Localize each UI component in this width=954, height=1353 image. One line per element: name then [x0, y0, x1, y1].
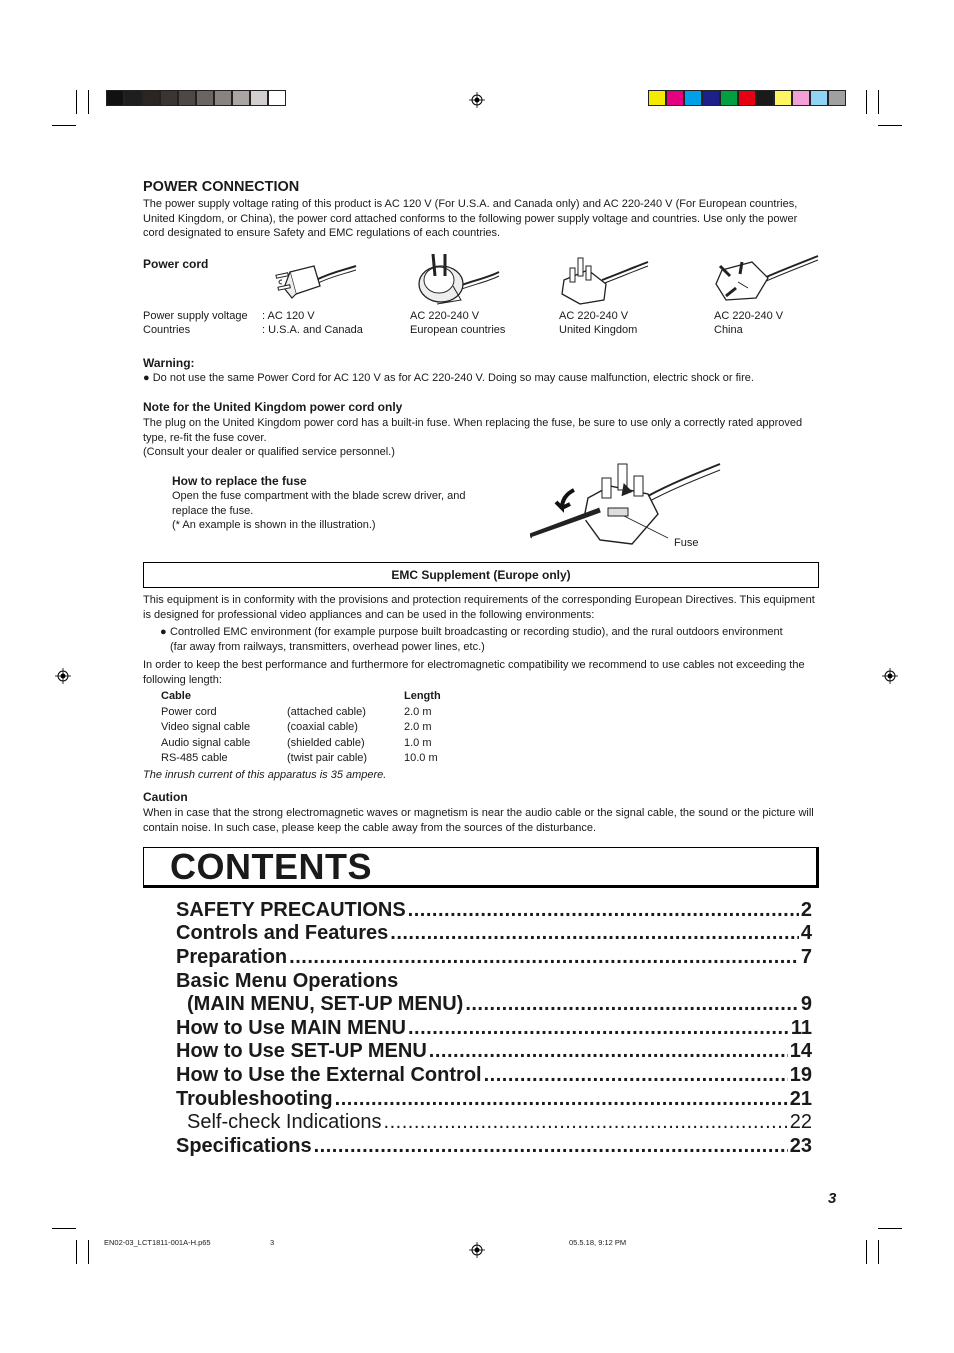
- cable-length: 2.0 m: [404, 705, 432, 718]
- toc-leader: [465, 992, 799, 1016]
- toc-leader: [335, 1087, 788, 1111]
- registration-mark-icon: [469, 92, 485, 108]
- warning-item: [143, 371, 823, 386]
- color-swatch: [792, 90, 810, 106]
- toc-page: 23: [789, 1135, 812, 1157]
- crop-mark: [52, 125, 76, 126]
- toc-item-external-control[interactable]: [176, 1063, 812, 1087]
- uk-note-heading: Note for the United Kingdom power cord only: [143, 400, 403, 414]
- warning-heading: Warning:: [143, 356, 195, 370]
- color-swatch: [702, 90, 720, 106]
- cable-type: (shielded cable): [287, 736, 365, 749]
- toc-item-main-setup-menu[interactable]: [187, 992, 812, 1016]
- crop-mark: [76, 1240, 77, 1264]
- table-row: [161, 721, 441, 737]
- table-row: [161, 752, 441, 768]
- toc-label: Controls and Features: [176, 922, 389, 944]
- toc-leader: [289, 945, 799, 969]
- emc-paragraph: In order to keep the best performance and furthermore for electromagnetic compatibility we recommend to use cables not exceeding the following length:: [143, 659, 805, 686]
- power-connection-intro: The power supply voltage rating of this product is AC 120 V (For U.S.A. and Canada only) and AC 220-240 V (For European countries, United Kingdom, or China), the power cord attached conforms to the following power supply voltage and countries. Use only the power cord designated to ensure Safety and EMC regulations of each countries.: [143, 198, 798, 239]
- cord-voltage: : AC 120 V: [262, 310, 315, 322]
- color-swatch: [648, 90, 666, 106]
- fuse-heading: How to replace the fuse: [172, 474, 307, 488]
- crop-mark: [76, 90, 77, 114]
- toc-label: Basic Menu Operations: [176, 970, 399, 992]
- toc-item-safety-precautions[interactable]: [176, 898, 812, 922]
- cable-length: 2.0 m: [404, 721, 432, 733]
- crop-mark: [878, 1240, 879, 1264]
- voltage-label: Power supply voltage: [143, 310, 248, 322]
- toc-leader: [314, 1134, 788, 1158]
- toc-leader: [390, 921, 799, 945]
- emc-paragraph: This equipment is in conformity with the provisions and protection requirements of the corresponding European Directives. This equipment is designed for professional video appliances and can be used in the following environments:: [143, 594, 815, 621]
- fuse-example: (* An example is shown in the illustration.): [172, 519, 376, 531]
- contents-title: CONTENTS: [170, 846, 372, 887]
- color-swatch: [720, 90, 738, 106]
- crop-mark: [866, 90, 867, 114]
- cable-name: Power cord: [161, 705, 217, 718]
- cable-name: RS-485 cable: [161, 752, 228, 764]
- color-swatch: [810, 90, 828, 106]
- uk-note-text: The plug on the United Kingdom power cord has a built-in fuse. When replacing the fuse, be sure to use only a correctly rated approved type, re-fit the fuse cover.: [143, 417, 803, 444]
- cable-type: (attached cable): [287, 705, 366, 718]
- toc-leader: [429, 1039, 788, 1063]
- crop-mark: [866, 1240, 867, 1264]
- toc-item-specifications[interactable]: [176, 1134, 812, 1158]
- table-header-row: [161, 690, 441, 706]
- caution-text: When in case that the strong electromagnetic waves or magnetism is near the audio cable or the signal cable, the sound or the picture will contain noise. In such case, please keep the cable away from the sources of the disturbance.: [143, 807, 814, 834]
- registration-mark-icon: [882, 668, 898, 684]
- color-swatch: [774, 90, 792, 106]
- registration-mark-icon: [469, 1242, 485, 1258]
- uk-note-consult: (Consult your dealer or qualified service personnel.): [143, 446, 395, 458]
- uk-plug-icon: [558, 254, 650, 306]
- emc-heading: EMC Supplement (Europe only): [391, 568, 571, 582]
- warning-text: Do not use the same Power Cord for AC 120 V as for AC 220-240 V. Doing so may cause malfunction, electric shock or fire.: [152, 372, 754, 384]
- color-swatch: [738, 90, 756, 106]
- cable-type: (coaxial cable): [287, 721, 358, 733]
- cord-voltage: AC 220-240 V: [559, 310, 629, 322]
- contents-title-box: [143, 847, 819, 888]
- toc-page: 4: [800, 922, 812, 944]
- toc-item-main-menu[interactable]: [176, 1016, 812, 1040]
- cord-countries: : U.S.A. and Canada: [262, 324, 363, 336]
- toc-label: Troubleshooting: [176, 1088, 333, 1110]
- toc-leader: [384, 1110, 788, 1134]
- color-swatch: [142, 90, 160, 106]
- toc-label: Self-check Indications: [187, 1111, 382, 1133]
- fuse-label: Fuse: [674, 537, 699, 549]
- toc-item-troubleshooting[interactable]: [176, 1087, 812, 1111]
- inrush-note: The inrush current of this apparatus is 35 ampere.: [143, 769, 387, 781]
- bullet-icon: ●: [143, 372, 150, 384]
- color-swatch: [684, 90, 702, 106]
- table-row: [161, 737, 441, 753]
- cable-length: 1.0 m: [404, 736, 432, 749]
- crop-mark: [88, 1240, 89, 1264]
- toc-item-self-check-indications[interactable]: [187, 1110, 812, 1134]
- color-swatch: [250, 90, 268, 106]
- toc-leader: [408, 1016, 789, 1040]
- emc-bullet-text: Controlled EMC environment (for example purpose built broadcasting or recording studio), and the rural outdoors environment (far away from railways, transmitters, overhead power lines, etc.): [170, 626, 783, 653]
- footer-page: 3: [270, 1238, 275, 1247]
- us-plug-icon: [272, 258, 358, 304]
- color-swatch: [196, 90, 214, 106]
- toc-page: 21: [789, 1088, 812, 1110]
- cord-voltage: AC 220-240 V: [714, 310, 784, 322]
- cable-column-header: Cable: [161, 690, 191, 702]
- cord-countries: China: [714, 324, 743, 336]
- cable-length: 10.0 m: [404, 752, 438, 764]
- emc-bullet: [160, 625, 800, 654]
- toc-page: 2: [800, 899, 812, 921]
- color-swatch: [268, 90, 286, 106]
- toc-label: (MAIN MENU, SET-UP MENU): [187, 993, 464, 1015]
- crop-mark: [878, 1228, 902, 1229]
- emc-heading-box: [143, 562, 819, 588]
- page-number: 3: [828, 1190, 837, 1207]
- toc-label: Specifications: [176, 1135, 312, 1157]
- toc-page: 9: [800, 993, 812, 1015]
- toc-item-preparation[interactable]: [176, 945, 812, 969]
- color-swatch: [178, 90, 196, 106]
- power-connection-heading: POWER CONNECTION: [143, 179, 300, 195]
- cord-voltage: AC 220-240 V: [410, 310, 480, 322]
- color-swatch: [666, 90, 684, 106]
- toc-label: How to Use the External Control: [176, 1064, 482, 1086]
- toc-label: Preparation: [176, 946, 288, 968]
- toc-leader: [484, 1063, 788, 1087]
- cable-name: Audio signal cable: [161, 736, 251, 749]
- toc-label: How to Use SET-UP MENU: [176, 1040, 427, 1062]
- toc-page: 14: [789, 1040, 812, 1062]
- toc-item-setup-menu[interactable]: [176, 1039, 812, 1063]
- toc-leader: [408, 898, 799, 922]
- color-swatch: [124, 90, 142, 106]
- color-swatch: [232, 90, 250, 106]
- table-row: [161, 706, 441, 722]
- cord-countries: United Kingdom: [559, 324, 638, 336]
- bullet-icon: ●: [160, 626, 167, 638]
- toc-page: 11: [790, 1017, 812, 1039]
- crop-mark: [878, 90, 879, 114]
- color-swatch: [756, 90, 774, 106]
- cable-type: (twist pair cable): [287, 752, 368, 764]
- toc-page: 22: [789, 1111, 812, 1133]
- length-column-header: Length: [404, 690, 441, 702]
- footer-timestamp: 05.5.18, 9:12 PM: [569, 1238, 627, 1247]
- crop-mark: [88, 90, 89, 114]
- fuse-replacement-illustration: [530, 458, 725, 548]
- cable-name: Video signal cable: [161, 721, 251, 733]
- toc-page: 7: [800, 946, 812, 968]
- crop-mark: [878, 125, 902, 126]
- toc-page: 19: [789, 1064, 812, 1086]
- color-swatch: [106, 90, 124, 106]
- cable-length-table: [161, 690, 441, 768]
- registration-mark-icon: [55, 668, 71, 684]
- color-swatch: [828, 90, 846, 106]
- toc-item-controls-and-features[interactable]: [176, 921, 812, 945]
- eu-plug-icon: [415, 246, 501, 306]
- color-swatch: [160, 90, 178, 106]
- footer-file-name: EN02-03_LCT1811-001A-H.p65: [104, 1238, 211, 1247]
- toc-label: SAFETY PRECAUTIONS: [176, 899, 406, 921]
- caution-heading: Caution: [143, 790, 188, 804]
- cord-countries: European countries: [410, 324, 506, 336]
- countries-label: Countries: [143, 324, 191, 336]
- power-cord-label: Power cord: [143, 257, 209, 271]
- fuse-text: Open the fuse compartment with the blade screw driver, and replace the fuse.: [172, 490, 466, 517]
- crop-mark: [52, 1228, 76, 1229]
- color-swatch: [214, 90, 232, 106]
- toc-label: How to Use MAIN MENU: [176, 1017, 406, 1039]
- china-plug-icon: [712, 252, 820, 304]
- toc-item-basic-menu-operations[interactable]: [176, 969, 812, 993]
